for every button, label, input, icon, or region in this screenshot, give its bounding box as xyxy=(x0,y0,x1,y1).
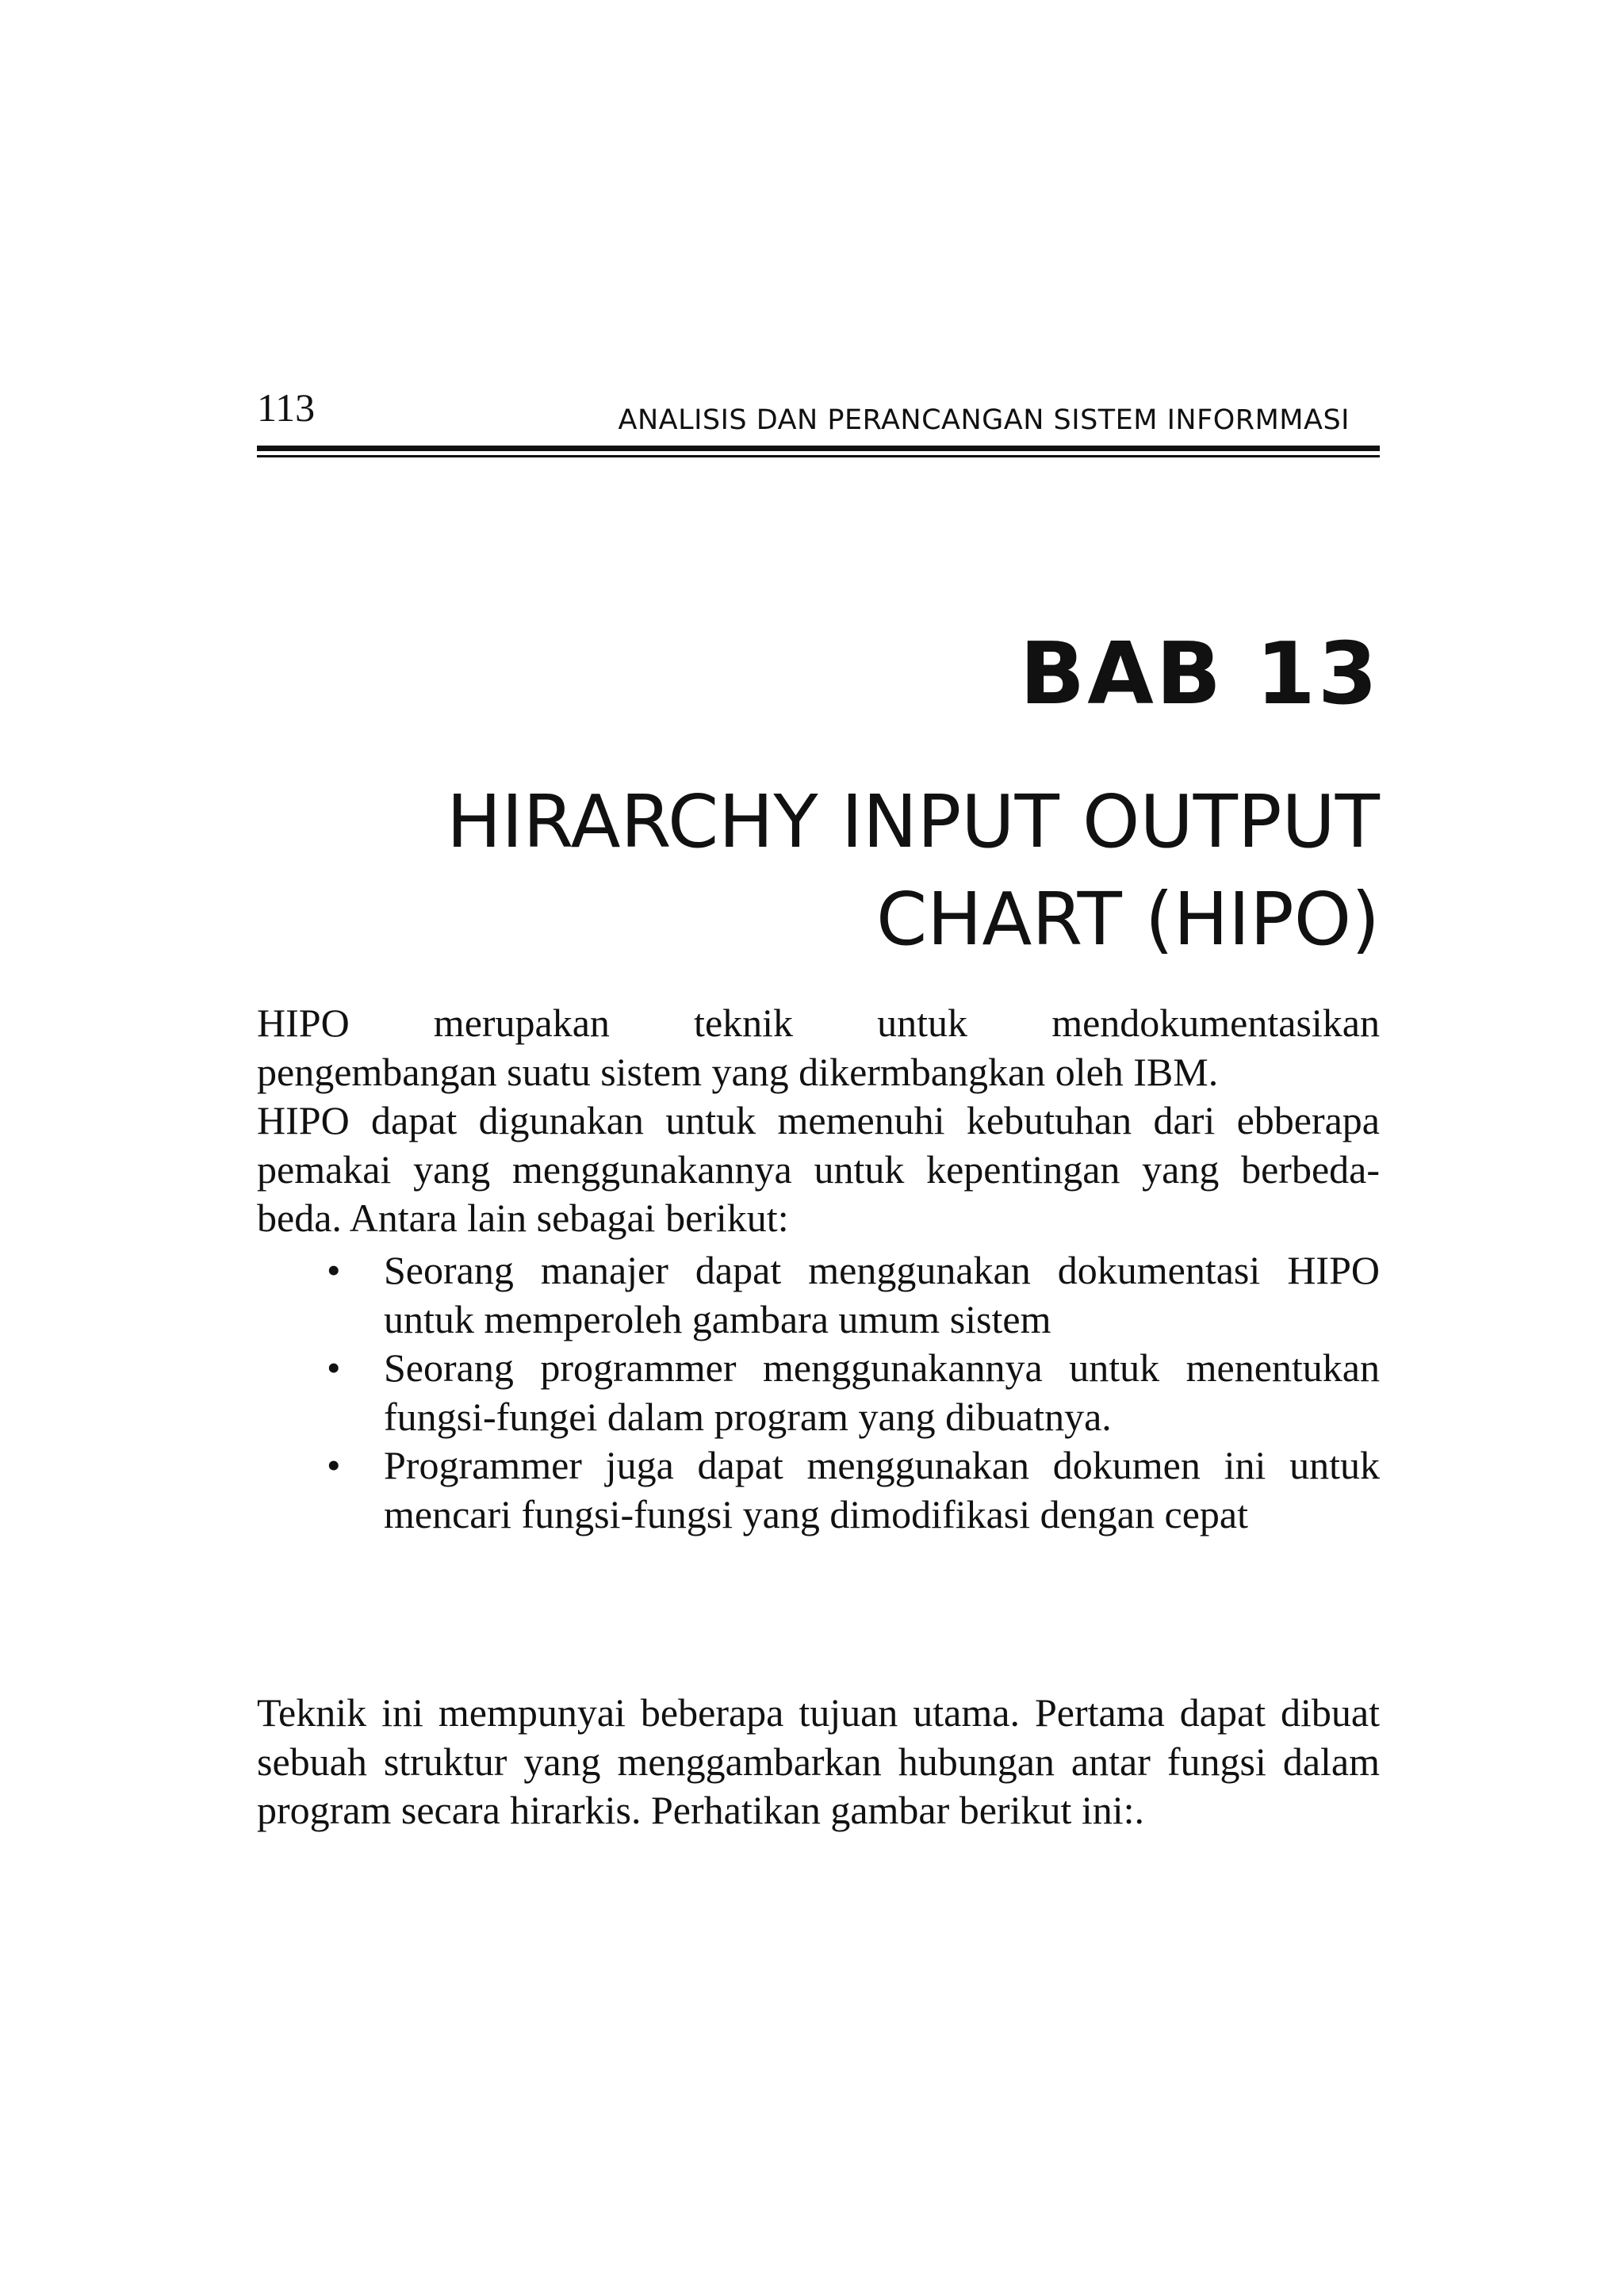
intro-paragraphs xyxy=(257,999,1380,1243)
closing-paragraph: Teknik ini mempunyai beberapa tujuan utama. Pertama dapat dibuat sebuah struktur yang menggambarkan hubungan antar fungsi dalam program secara hirarkis. Perhatikan gambar berikut ini:. xyxy=(257,1690,1380,1832)
chapter-title xyxy=(349,773,1380,968)
bullet-list xyxy=(257,1246,1380,1539)
list-item-text: Seorang manajer dapat menggunakan dokumentasi HIPO untuk memperoleh gambara umum sistem xyxy=(384,1248,1380,1341)
header-rule-thick xyxy=(257,446,1380,451)
chapter-title-line-2: CHART (HIPO) xyxy=(875,877,1380,962)
list-item-text: Seorang programmer menggunakannya untuk menentukan fungsi-fungei dalam program yang dibuatnya. xyxy=(384,1345,1380,1439)
running-title: ANALISIS DAN PERANCANGAN SISTEM INFORMMASI xyxy=(618,404,1350,436)
intro-line-2: pengembangan suatu sistem yang dikermbangkan oleh IBM. xyxy=(257,1049,1219,1094)
bullet-marker: • xyxy=(327,1248,341,1292)
intro-line-1: HIPO merupakan teknik untuk mendokumentasikan xyxy=(257,1001,1380,1045)
page-header xyxy=(257,381,1380,460)
bullet-marker: • xyxy=(327,1443,341,1487)
bullet-marker: • xyxy=(327,1345,341,1390)
header-rule-thin xyxy=(257,455,1380,457)
page-number: 113 xyxy=(257,385,316,430)
intro-paragraph-2: HIPO dapat digunakan untuk memenuhi kebutuhan dari ebberapa pemakai yang menggunakannya untuk kepentingan yang berbeda-beda. Antara lain sebagai berikut: xyxy=(257,1098,1380,1240)
list-item xyxy=(257,1246,1380,1344)
list-item xyxy=(257,1344,1380,1441)
chapter-number: BAB 13 xyxy=(1019,625,1380,724)
list-item-text: Programmer juga dapat menggunakan dokumen ini untuk mencari fungsi-fungsi yang dimodifikasi dengan cepat xyxy=(384,1443,1380,1536)
list-item xyxy=(257,1441,1380,1539)
chapter-title-line-1: HIRARCHY INPUT OUTPUT xyxy=(446,779,1380,864)
